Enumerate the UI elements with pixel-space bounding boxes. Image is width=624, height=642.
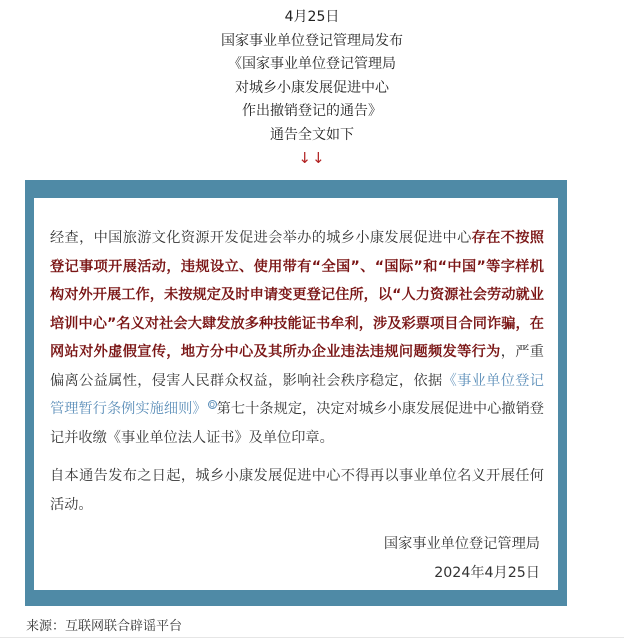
header-title-line-2: 对城乡小康发展促进中心 (235, 79, 389, 96)
header-publisher: 国家事业单位登记管理局发布 (221, 32, 403, 49)
para1-text-3: 第七十条规定，决定对城乡小康发展促进中心撤销登记并收缴《事业单位法人证书》及单位印章。 (50, 401, 544, 446)
notice-paragraph-1 (50, 224, 544, 452)
header-title-line-3: 作出撤销登记的通告》 (242, 103, 382, 119)
signer: 国家事业单位登记管理局 (383, 536, 540, 552)
down-arrows-icon: ↓↓ (298, 149, 326, 167)
header-intro: 通告全文如下 (270, 126, 354, 143)
notice-frame (25, 180, 567, 606)
notice-date: 2024年4月25日 (434, 565, 540, 581)
notice-paragraph-2: 自本通告发布之日起，城乡小康发展促进中心不得再以事业单位名义开展任何活动。 (50, 468, 544, 513)
para1-text-2: ，严重偏离公益属性，侵害人民群众权益，影响社会秩序稳定，依据 (50, 344, 544, 389)
para1-violations: 存在不按照登记事项开展活动，违规设立、使用带有“全国”、“国际”和“中国”等字样机构对外开展工作，未按规定及时申请变更登记住所，以“人力资源社会劳动就业培训中心”名义对社会大肆发放多种技能证书牟利，涉及彩票项目合同诈骗，在网站对外虚假宣传，地方分中心及其所办企业违法违规问题频发等行为 (50, 230, 544, 360)
signature-block (384, 530, 540, 588)
search-icon[interactable]: Q (209, 401, 215, 409)
para1-text-1: 经查，中国旅游文化资源开发促进会举办的城乡小康发展促进中心 (50, 230, 472, 246)
divider (0, 637, 624, 638)
header-date: 4月25日 (284, 9, 340, 25)
notice-panel (34, 198, 558, 590)
header (0, 6, 624, 171)
source-credit: 来源：互联网联合辟谣平台 (26, 619, 183, 634)
header-title-line-1: 《国家事业单位登记管理局 (228, 56, 396, 72)
regulation-link[interactable]: 《事业单位登记管理暂行条例实施细则》 (50, 372, 544, 417)
